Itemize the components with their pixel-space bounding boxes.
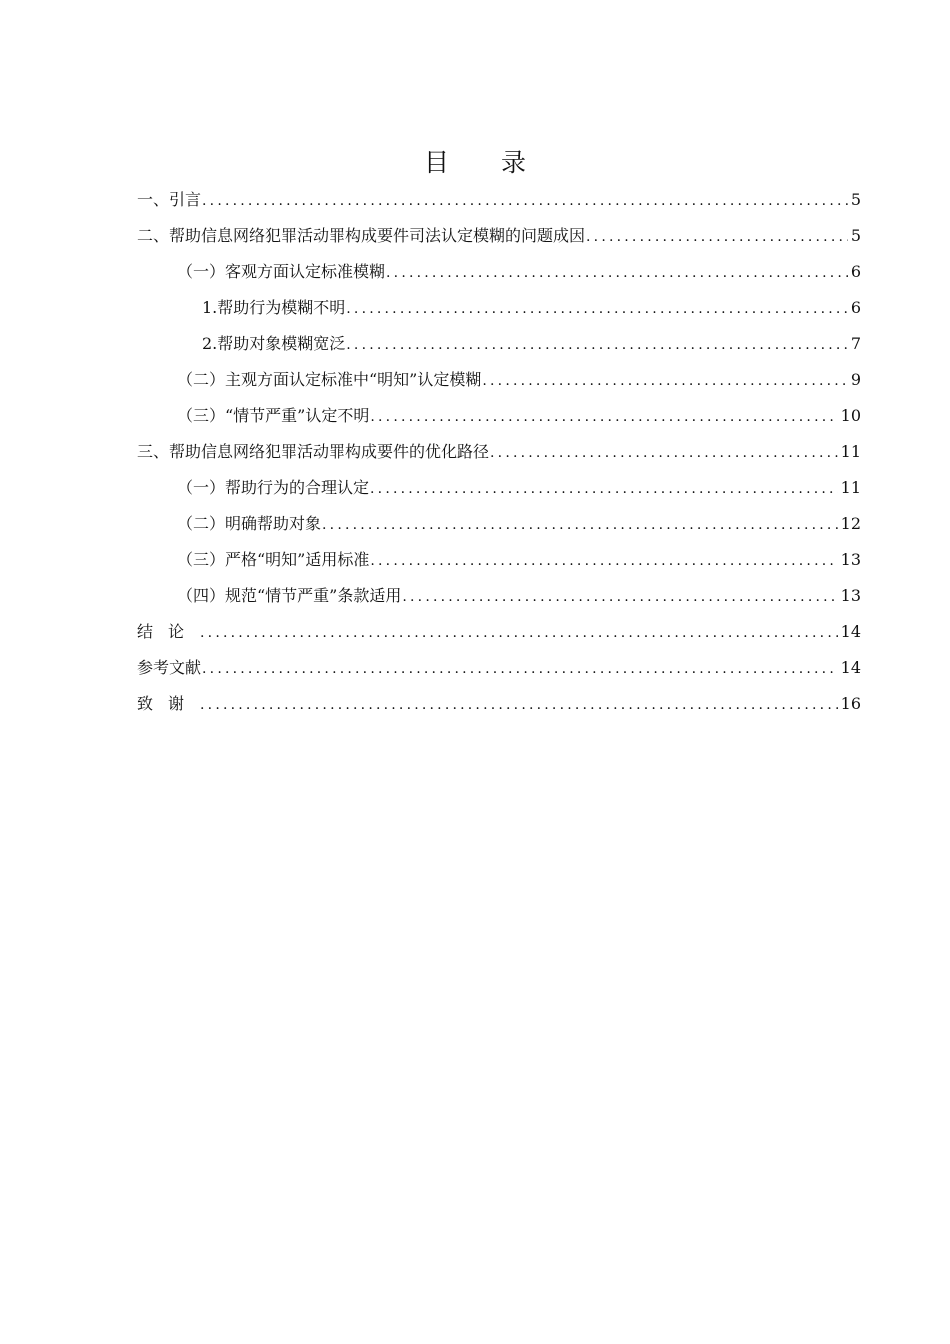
toc-list — [137, 183, 861, 723]
toc-entry-page: 11 — [840, 478, 861, 497]
toc-dot-leader — [345, 292, 848, 326]
toc-dot-leader — [369, 472, 838, 506]
toc-entry-page: 14 — [840, 622, 861, 641]
toc-entry-page: 12 — [840, 514, 861, 533]
toc-entry-page: 6 — [850, 298, 861, 317]
toc-entry-label: （二）主观方面认定标准中“明知”认定模糊 — [177, 370, 482, 389]
toc-entry-label: 2.帮助对象模糊宽泛 — [202, 334, 346, 353]
toc-entry-label: 参考文献 — [137, 658, 202, 677]
toc-dot-leader — [369, 400, 837, 434]
toc-entry[interactable] — [137, 327, 861, 363]
toc-entry-label: 致谢 — [137, 694, 200, 713]
toc-entry-page: 9 — [850, 370, 861, 389]
toc-entry-page: 13 — [840, 550, 861, 569]
toc-title-char-2: 录 — [501, 148, 527, 177]
toc-entry[interactable] — [137, 579, 861, 615]
toc-entry[interactable] — [137, 255, 861, 291]
toc-entry-page: 10 — [840, 406, 861, 425]
toc-dot-leader — [201, 184, 848, 218]
toc-dot-leader — [369, 544, 837, 578]
toc-entry-page: 13 — [840, 586, 861, 605]
toc-dot-leader — [199, 616, 838, 650]
toc-entry-page: 7 — [850, 334, 861, 353]
toc-dot-leader — [345, 328, 848, 362]
toc-entry[interactable] — [137, 291, 861, 327]
toc-entry-label: 结论 — [137, 622, 200, 641]
toc-entry-label: 二、帮助信息网络犯罪活动罪构成要件司法认定模糊的问题成因 — [137, 226, 586, 245]
toc-entry[interactable] — [137, 219, 861, 255]
toc-entry-page: 6 — [850, 262, 861, 281]
toc-dot-leader — [199, 688, 838, 722]
toc-entry-label: 1.帮助行为模糊不明 — [202, 298, 346, 317]
toc-entry-page: 5 — [850, 226, 861, 245]
toc-dot-leader — [585, 220, 848, 254]
toc-dot-leader — [401, 580, 837, 614]
toc-entry[interactable] — [137, 543, 861, 579]
toc-entry[interactable] — [137, 507, 861, 543]
toc-entry-label: （一）帮助行为的合理认定 — [177, 478, 370, 497]
toc-entry-label: （一）客观方面认定标准模糊 — [177, 262, 386, 281]
toc-title-char-1: 目 — [423, 148, 449, 177]
toc-entry-page: 14 — [840, 658, 861, 677]
toc-entry-label: 一、引言 — [137, 190, 202, 209]
toc-entry-label: （二）明确帮助对象 — [177, 514, 322, 533]
toc-entry[interactable] — [137, 435, 861, 471]
toc-entry-page: 16 — [840, 694, 861, 713]
toc-entry[interactable] — [137, 183, 861, 219]
toc-entry[interactable] — [137, 615, 861, 651]
toc-title — [0, 146, 950, 180]
toc-entry[interactable] — [137, 687, 861, 723]
toc-entry-page: 5 — [850, 190, 861, 209]
toc-entry[interactable] — [137, 363, 861, 399]
toc-dot-leader — [201, 652, 838, 686]
toc-entry-label: 三、帮助信息网络犯罪活动罪构成要件的优化路径 — [137, 442, 490, 461]
toc-dot-leader — [385, 256, 848, 290]
toc-entry-label: （三）严格“明知”适用标准 — [177, 550, 370, 569]
toc-entry-label: （四）规范“情节严重”条款适用 — [177, 586, 402, 605]
toc-dot-leader — [321, 508, 838, 542]
toc-entry[interactable] — [137, 471, 861, 507]
toc-entry[interactable] — [137, 399, 861, 435]
toc-entry-label: （三）“情节严重”认定不明 — [177, 406, 370, 425]
toc-dot-leader — [481, 364, 847, 398]
toc-entry-page: 11 — [840, 442, 861, 461]
toc-dot-leader — [489, 436, 838, 470]
toc-entry[interactable] — [137, 651, 861, 687]
